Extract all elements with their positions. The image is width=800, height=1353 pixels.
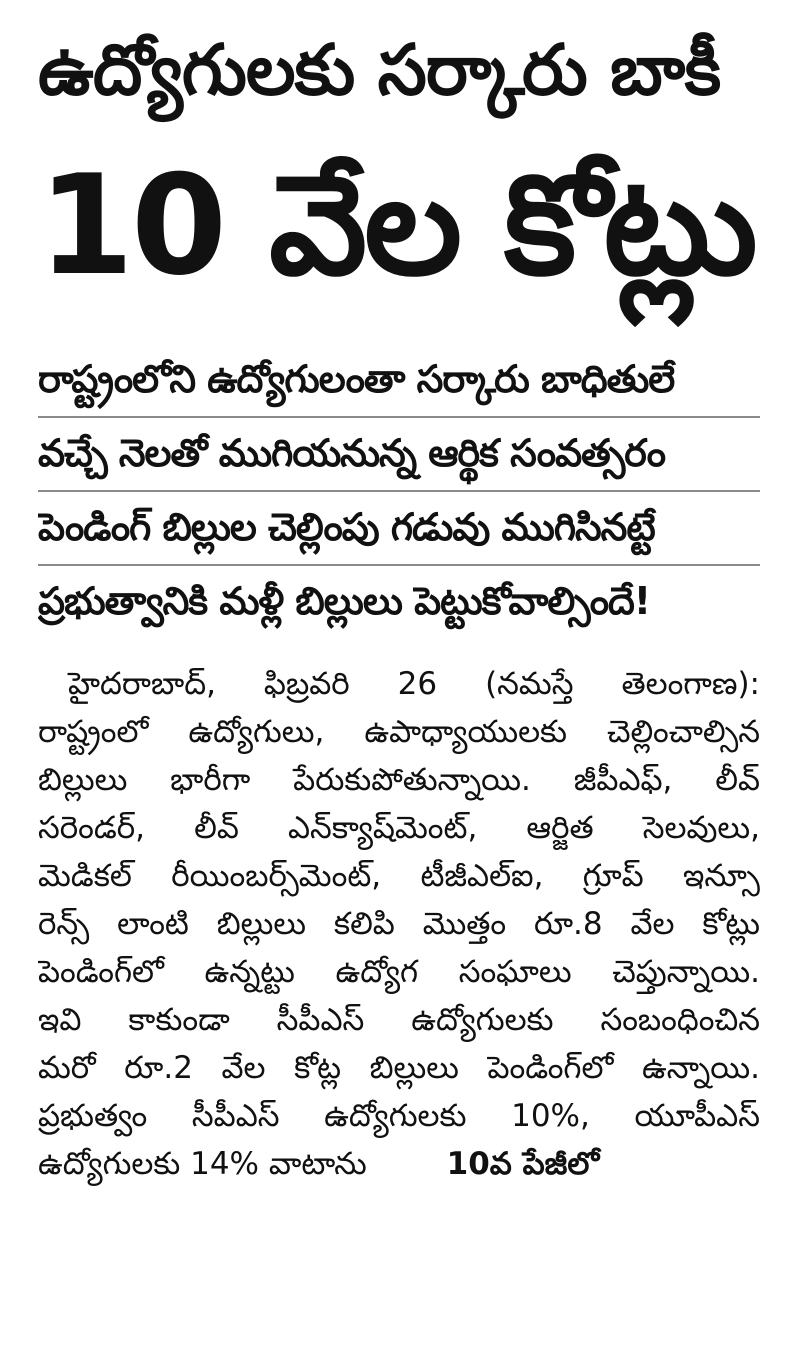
- body-line: హైదరాబాద్, ఫిబ్రవరి 26 (నమస్తే తెలంగాణ):: [68, 666, 760, 702]
- subheadline: పెండింగ్ బిల్లుల చెల్లింపు గడువు ముగిసినట్టే: [38, 492, 760, 566]
- subheadline: ప్రభుత్వానికి మళ్లీ బిల్లులు పెట్టుకోవాల్సిందే!: [38, 579, 651, 623]
- body-line: ప్రభుత్వం సీపీఎస్ ఉద్యోగులకు 10%, యూపీఎస్: [38, 1098, 760, 1134]
- body-line: రాష్ట్రంలో ఉద్యోగులు, ఉపాధ్యాయులకు చెల్లించాల్సిన: [38, 714, 760, 750]
- body-line-text: ఉద్యోగులకు 14% వాటాను: [38, 1146, 367, 1182]
- subheadline-list: [38, 344, 760, 638]
- headline-line-1: ఉద్యోగులకు సర్కారు బాకీ: [38, 29, 721, 111]
- subheadline: రాష్ట్రంలోని ఉద్యోగులంతా సర్కారు బాధితులే: [38, 344, 760, 418]
- body-last-line: [38, 1140, 760, 1188]
- body-line: మెడికల్ రీయింబర్స్‌మెంట్, టీజీఎల్‌ఐ, గ్రూప్ ఇన్సూ: [38, 858, 760, 894]
- body-line: సరెండర్, లీవ్ ఎన్‌క్యాష్‌మెంట్, ఆర్జిత సెలవులు,: [38, 810, 760, 846]
- body-line: రెన్స్ లాంటి బిల్లులు కలిపి మొత్తం రూ.8 వేల కోట్లు: [38, 906, 760, 942]
- headline-line-2: 10 వేల కోట్లు: [38, 145, 755, 306]
- body-line: బిల్లులు భారీగా పేరుకుపోతున్నాయి. జీపీఎఫ్, లీవ్: [38, 762, 760, 798]
- subheadline: వచ్చే నెలతో ముగియనున్న ఆర్థిక సంవత్సరం: [38, 418, 760, 492]
- body-line: ఇవి కాకుండా సీపీఎస్ ఉద్యోగులకు సంబంధించిన: [38, 1002, 760, 1038]
- body-line: పెండింగ్‌లో ఉన్నట్టు ఉద్యోగ సంఘాలు చెప్తున్నాయి.: [38, 954, 760, 990]
- article-body: [38, 660, 760, 1188]
- continued-on-page-note: 10వ పేజీలో: [446, 1146, 600, 1182]
- body-line: మరో రూ.2 వేల కోట్ల బిల్లులు పెండింగ్‌లో ఉన్నాయి.: [38, 1050, 760, 1086]
